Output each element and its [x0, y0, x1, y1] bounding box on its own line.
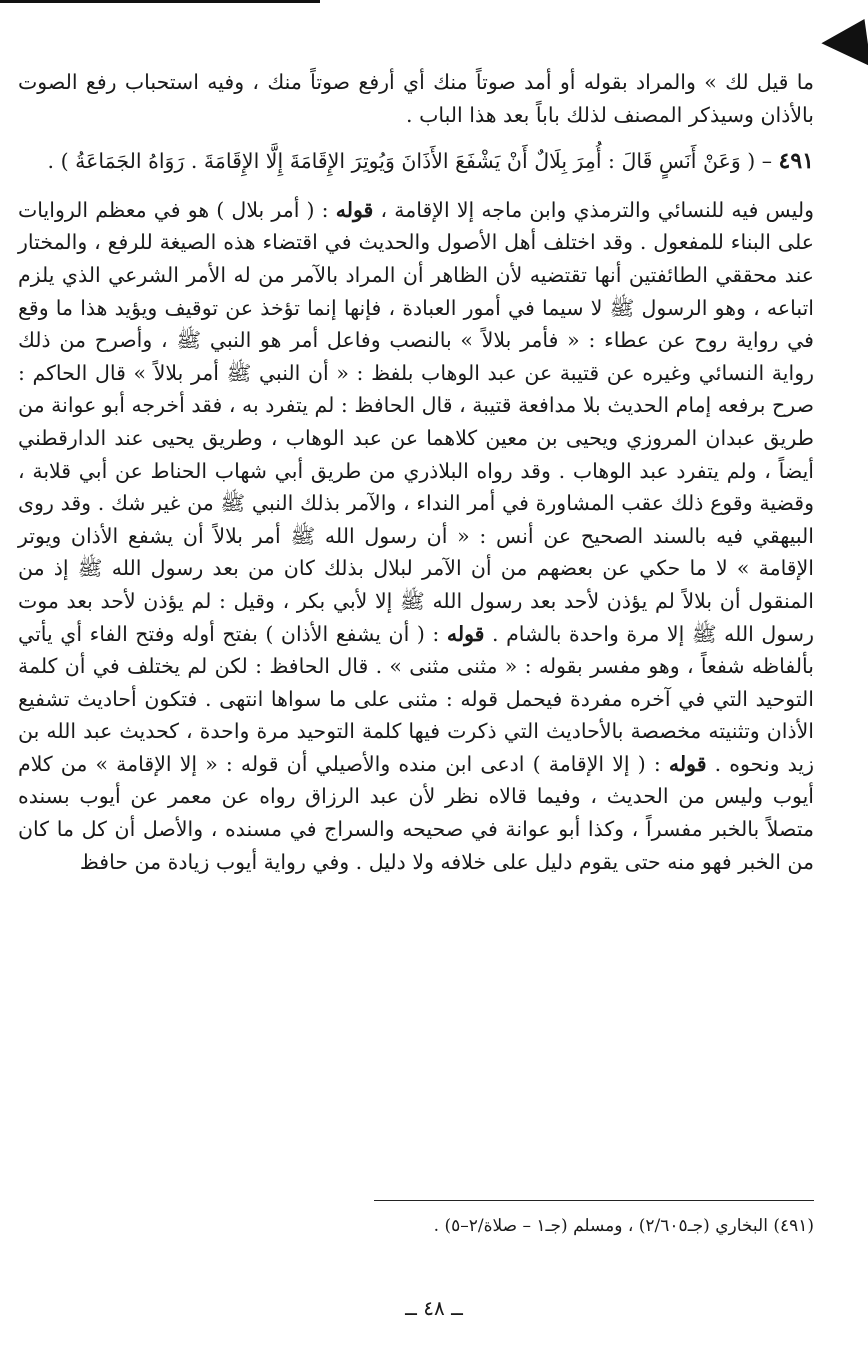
commentary-part-2: : ( أن يشفع الأذان ) بفتح أوله وفتح الفاء أي يأتي بألفاظه شفعاً ، وهو مفسر بقوله : « مثنى مثنى » . قال الحافظ : لكن لم يختلف في أن كلمة التوحيد التي في آخره مفردة فيحمل قوله : مثنى على ما سواها انتهى . فتكون أحاديث تشفيع الأذان وتثنيته مخصصة بالأحاديث التي ذكرت فيها كلمة التوحيد مرة واحدة ، كحديث عبد الله بن زيد ونحوه . — [18, 621, 814, 776]
footnote-divider — [374, 1200, 814, 1201]
main-text — [18, 66, 814, 878]
commentary-paragraph — [18, 194, 814, 878]
commentary-part-1: : ( أمر بلال ) هو في معظم الروايات على البناء للمفعول . وقد اختلف أهل الأصول والحديث في اقتضاء هذه الصيغة للرفع ، والمختار عند محققي الطائفتين أنها تقتضيه لأن الظاهر أن المراد بالآمر من له الأمر الشرعي الذي يلزم اتباعه ، وهو الرسول ﷺ لا سيما في أمور العبادة ، فإنها إنما تؤخذ عن توقيف ويؤيد هذا ما وقع في رواية روح عن عطاء : « فأمر بلالاً » بالنصب وفاعل أمر هو النبي ﷺ ، وأصرح من ذلك رواية النسائي وغيره عن قتيبة عن عبد الوهاب بلفظ : « أن النبي ﷺ أمر بلالاً » قال الحاكم : صرح برفعه إمام الحديث بلا مدافعة قتيبة ، قال الحافظ : لم يتفرد به ، فقد أخرجه أبو عوانة من طريق عبدان المروزي ويحيى بن معين كلاهما عن عبد الوهاب ، وطريق يحيى عند الدارقطني أيضاً ، ولم يتفرد عبد الوهاب . وقد رواه البلاذري من طريق أبي شهاب الحناط عن أبي قلابة ، وقضية وقوع ذلك عقب المشاورة في أمر النداء ، والآمر بذلك النبي ﷺ من غير شك . وقد روى البيهقي فيه بالسند الصحيح عن أنس : « أن رسول الله ﷺ أمر بلالاً أن يشفع الأذان ويوتر الإقامة » لا ما حكي عن بعضهم من أن الآمر لبلال بذلك كان من بعد رسول الله ﷺ إذ من المنقول أن بلالاً لم يؤذن لأحد بعد رسول الله ﷺ إلا لأبي بكر ، وقيل : لم يؤذن لأحد بعد موت رسول الله ﷺ إلا مرة واحدة بالشام . — [18, 197, 814, 646]
keyword-qawluhu-3: قوله — [668, 751, 707, 776]
footnote: (٤٩١) البخاري (جـ٢/٦٠٥) ، ومسلم (جـ١ – صلاة/٢–٥) . — [433, 1216, 814, 1236]
commentary-lead: وليس فيه للنسائي والترمذي وابن ماجه إلا الإقامة ، — [380, 197, 814, 222]
keyword-qawluhu-2: قوله — [446, 621, 485, 646]
keyword-qawluhu-1: قوله — [335, 197, 374, 222]
top-rule — [0, 0, 320, 3]
commentary-part-3: : ( إلا الإقامة ) ادعى ابن منده والأصيلي أن قوله : « إلا الإقامة » من كلام أيوب وليس من الحديث ، وفيما قالاه نظر لأن عبد الرزاق رواه عن معمر عن أيوب بسنده متصلاً بالخبر مفسراً ، وكذا أبو عوانة في صحيحه والسراج في مسنده ، والأصل أن كل ما كان من الخبر فهو منه حتى يقوم دليل على خلافه ولا دليل . وفي رواية أيوب زيادة من حافظ — [18, 751, 814, 874]
intro-paragraph: ما قيل لك » والمراد بقوله أو أمد صوتاً منك أي أرفع صوتاً منك ، وفيه استحباب رفع الصوت بالأذان وسيذكر المصنف لذلك باباً بعد هذا الباب . — [18, 70, 814, 127]
page-number: ــ ٤٨ ــ — [405, 1296, 463, 1320]
hadith-number: ٤٩١ — [778, 148, 814, 175]
hadith-text: – ( وَعَنْ أَنَسٍ قَالَ : أُمِرَ بِلَالٌ أَنْ يَشْفَعَ الأَذَانَ وَيُوتِرَ الإِقَامَةَ إِلَّا الإِقَامَةَ . رَوَاهُ الجَمَاعَةُ ) . — [47, 149, 773, 174]
hadith-paragraph — [18, 145, 814, 178]
corner-mark — [819, 19, 868, 73]
